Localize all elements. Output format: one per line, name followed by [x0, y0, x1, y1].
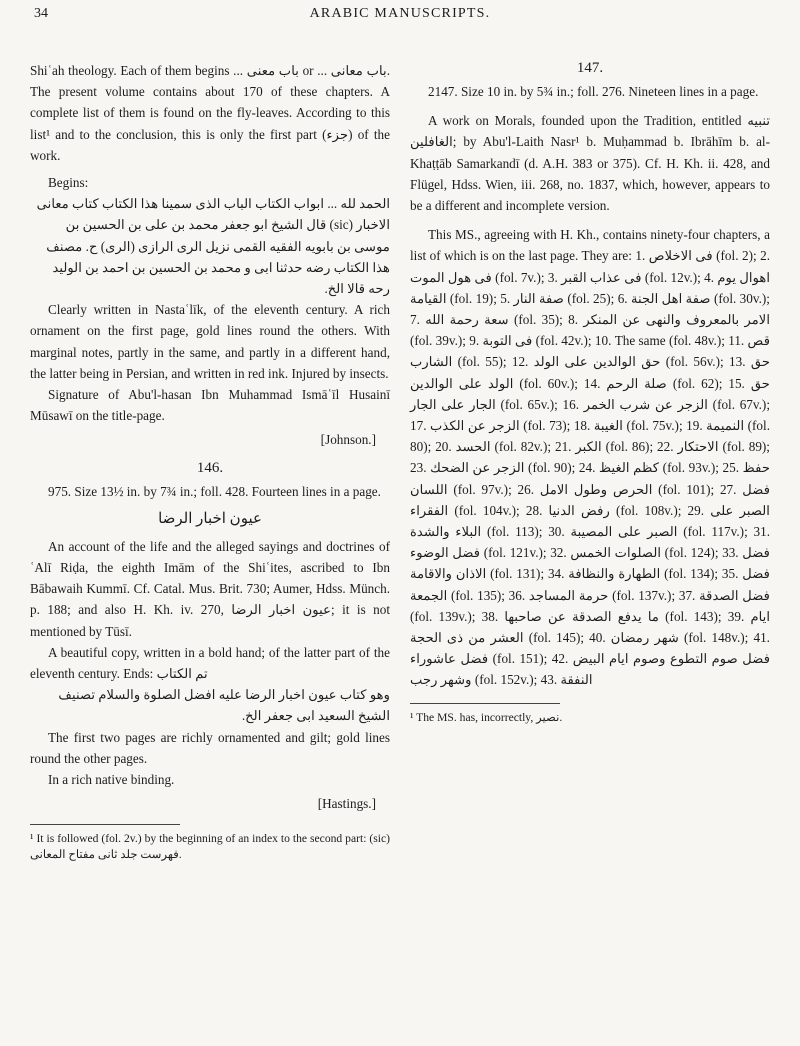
left-column — [30, 60, 390, 863]
begins-arabic-text: الحمد لله ... ابواب الكتاب الباب الذى سمينا هذا الكتاب كتاب معانى الاخبار (sic) قال الشيخ ابو جعفر محمد بن على بن الحسين بن موسى بن بابويه الفقيه القمى نزيل الرى الرازى (الرى) ح. مصنف هذا الكتاب رضه حدثنا ابى و محمد بن الحسين بن احمد بن الوليد رحه قالا الخ. — [36, 196, 390, 297]
entry-145-signature-note: Signature of Abu'l-hasan Ibn Muhammad Ismāʿīl Husainī Mūsawī on the title-page. — [30, 387, 390, 424]
right-column — [410, 60, 770, 726]
entry-146-description: An account of the life and the alleged sayings and doctrines of ʿAlī Riḍa, the eighth Imām of the Shiʿites, ascribed to Ibn Bābawaih Kummī. Cf. Catal. Mus. Brit. 730; Aumer, Hdss. Münch. p. 188; and also H. Kh. iv. 270, عيون اخبار الرضا; it is not mentioned by Tūsī. — [30, 538, 391, 639]
entry-146-dimensions: 975. Size 13½ in. by 7¾ in.; foll. 428. Fourteen lines in a page. — [48, 484, 381, 500]
begins-label: Begins: — [48, 175, 89, 191]
entry-146-ornament-notes: The first two pages are richly ornamented and gilt; gold lines round the other pages. — [30, 729, 390, 766]
entry-146-copy-notes: A beautiful copy, written in a bold hand; of the latter part of the eleventh century. Ends: تم الكتاب — [30, 644, 390, 682]
page-number: 34 — [34, 6, 48, 21]
catalogue-number-146: 146. — [196, 460, 224, 477]
entry-147-chapter-list: This MS., agreeing with H. Kh., contains ninety-four chapters, a list of which is on the last page. They are: 1. فى الاخلاص (fol. 2); 2. فى هول الموت (fol. 7v.); 3. فى عذاب القبر (fol. 12v.); 4. اهوال يوم القيامة (fol. 19); 5. صفة النار (fol. 25); 6. صفة اهل الجنة (fol. 30v.); 7. سعة رحمة الله (fol. 35); 8. الامر بالمعروف والنهى عن المنكر (fol. 39v.); 9. فى التوبة (fol. 42v.); 10. The same (fol. 48v.); 11. قص الشارب (fol. 55); 12. حق الوالدين على الولد (fol. 56v.); 13. حق الولد على الوالدين (fol. 60v.); 14. صلة الرحم (fol. 62); 15. حق الجار على الجار (fol. 65v.); 16. الزجر عن شرب الخمر (fol. 67v.); 17. الزجر عن الكذب (fol. 73); 18. الغيبة (fol. 75v.); 19. النميمة (fol. 80); 20. الحسد (fol. 82v.); 21. الكبر (fol. 86); 22. الاحتكار (fol. 89); 23. الزجر عن الضحك (fol. 90); 24. كظم الغيظ (fol. 93v.); 25. حفظ اللسان (fol. 97v.); 26. الحرص وطول الامل (fol. 101); 27. فضل الفقراء (fol. 104v.); 28. رفض الدنيا (fol. 108v.); 29. الصبر على البلاء والشدة (fol. 113); 30. الصبر على المصيبة (fol. 117v.); 31. فضل الوضوء (fol. 121v.); 32. الصلوات الخمس (fol. 124); 33. فضل الاذان والاقامة (fol. 131); 34. الطهارة والنظافة (fol. 134); 35. فضل الجمعة (fol. 135); 36. حرمة المساجد (fol. 137v.); 37. فضل الصدقة (fol. 139v.); 38. ما يدفع الصدقة عن صاحبها (fol. 143); 39. ايام العشر من ذى الحجة (fol. 145); 40. شهر رمضان (fol. 148v.); 41. فضل عاشوراء (fol. 151); 42. فضل صوم التطوع وصوم ايام البيض وشهر رجب (fol. 152v.); 43. النفقة — [410, 227, 771, 688]
entry-146-ends-arabic: وهو كتاب عيون اخبار الرضا عليه افضل الصلوة والسلام تصنيف الشيخ السعيد ابى جعفر الخ. — [58, 687, 390, 724]
entry-145-physical-notes: Clearly written in Nastaʿlīk, of the eleventh century. A rich ornament on the first page, gold lines round the others. With marginal notes, partly in the same, and partly in a different hand, the latter being in Persian, and written in red ink. Injured by insects. — [30, 302, 390, 381]
running-title: ARABIC MANUSCRIPTS. — [309, 6, 491, 21]
provenance-hastings: [Hastings.] — [317, 796, 376, 812]
entry-145-description: Shiʿah theology. Each of them begins ... باب معنى or ... باب معانى. The present volume contains about 170 of these chapters. A complete list of them is found on the fly-leaves. According to this list¹ and to the conclusion, this is only the first part (جزء) of the work. — [30, 63, 390, 163]
footnote-rule — [30, 824, 180, 825]
right-footnote: ¹ The MS. has, incorrectly, نصير. — [410, 710, 563, 724]
left-footnote: ¹ It is followed (fol. 2v.) by the beginning of an index to the second part: (sic) فهرست جلد ثانى مفتاح المعانى. — [30, 832, 390, 862]
entry-146-arabic-title: عيون اخبار الرضا — [158, 510, 262, 527]
provenance-johnson: [Johnson.] — [320, 432, 376, 448]
entry-147-dimensions: 2147. Size 10 in. by 5¾ in.; foll. 276. Nineteen lines in a page. — [428, 84, 759, 99]
footnote-rule-right — [410, 703, 560, 704]
entry-147-description: A work on Morals, founded upon the Tradition, entitled تنبيه الغافلين; by Abu'l-Laith Nasr¹ b. Muḥammad b. Ibrāhīm b. al-Khaṭṭāb Samarkandī (d. A.H. 383 or 375). Cf. H. Kh. ii. 428, and Flügel, Hdss. Wien, iii. 268, no. 1837, which, however, appears to be a different and incomplete version. — [410, 113, 770, 214]
entry-146-binding: In a rich native binding. — [48, 772, 175, 788]
catalogue-number-147: 147. — [576, 60, 604, 76]
